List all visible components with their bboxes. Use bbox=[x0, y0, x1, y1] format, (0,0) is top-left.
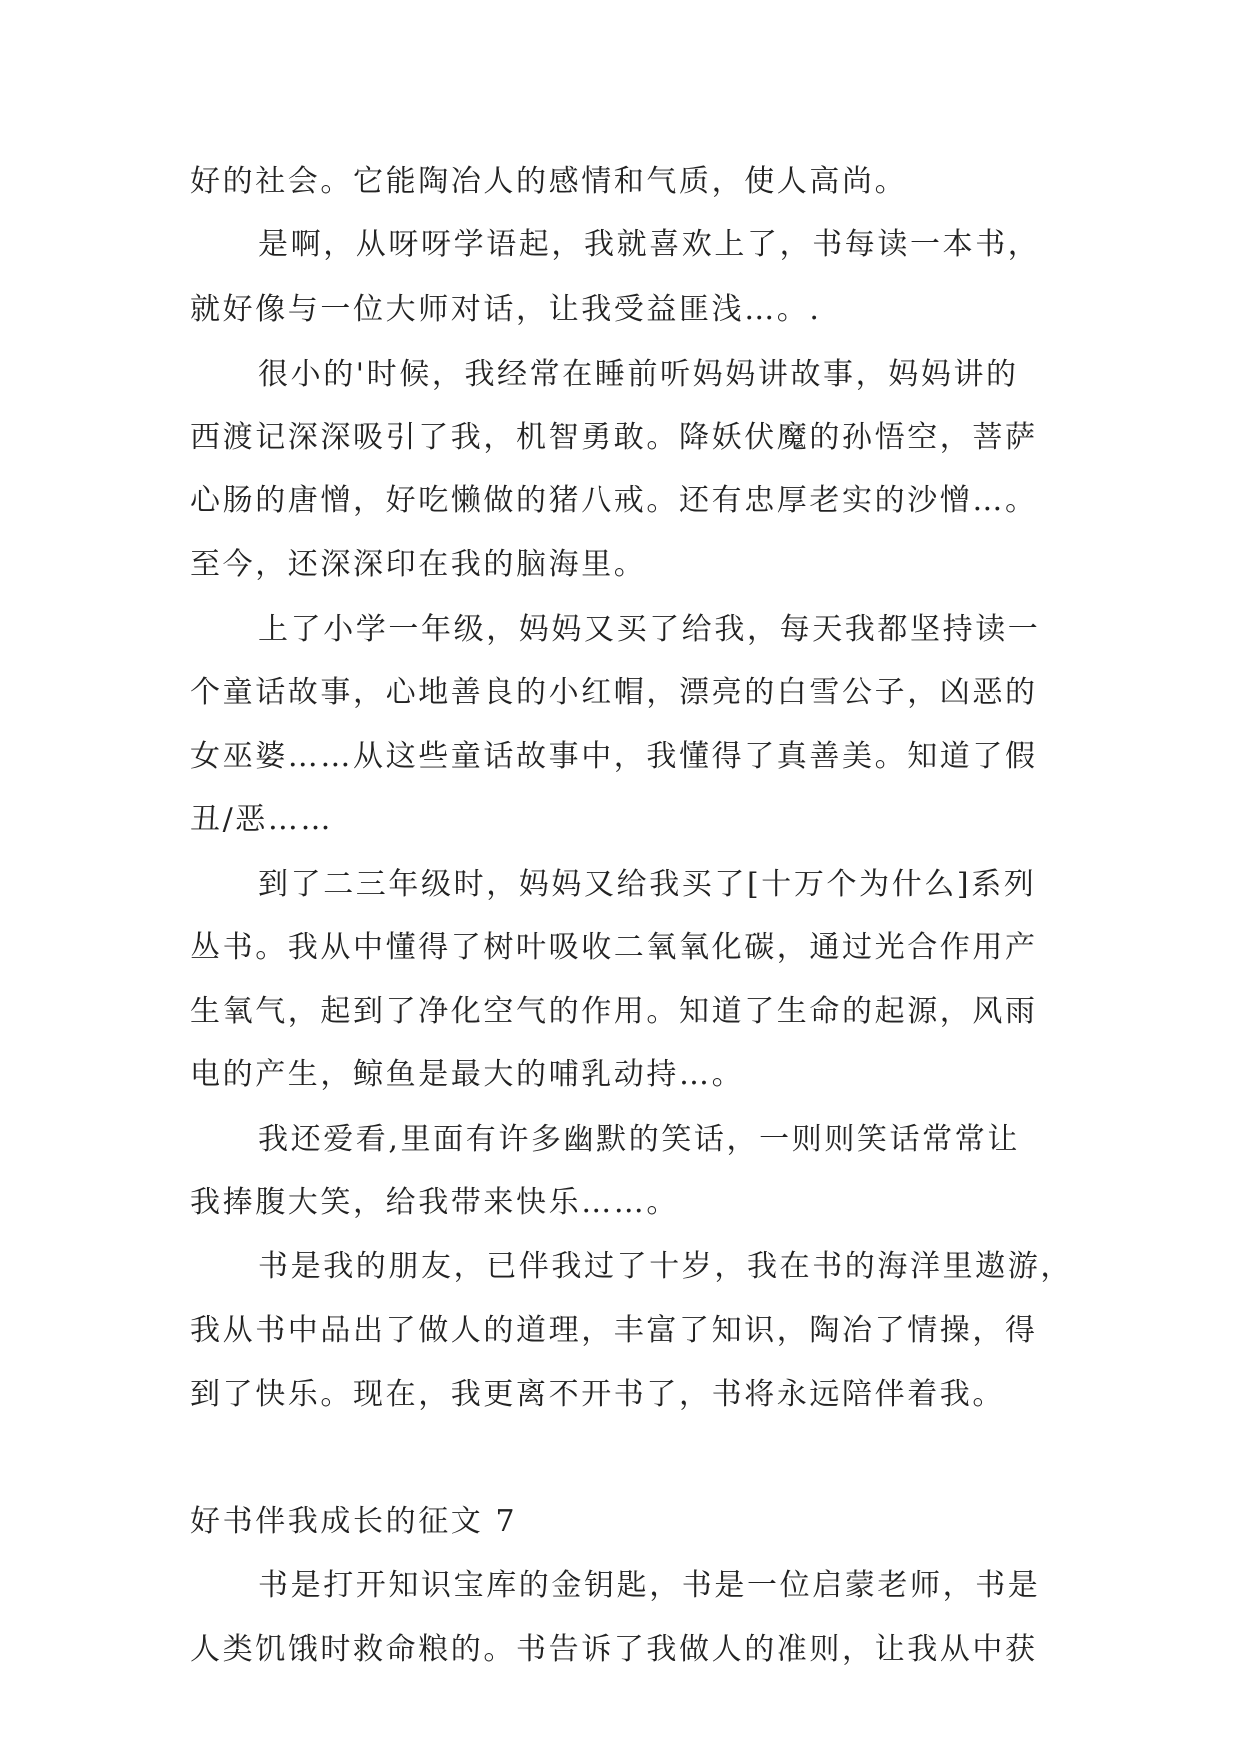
text-line: 心肠的唐憎，好吃懒做的猪八戒。还有忠厚老实的沙憎…。 bbox=[190, 483, 1038, 518]
paragraph-first-line: 书是我的朋友，已伴我过了十岁，我在书的海洋里遨游， bbox=[258, 1249, 1073, 1284]
paragraph-first-line: 书是打开知识宝库的金钥匙，书是一位启蒙老师，书是 bbox=[258, 1568, 1041, 1603]
text-line: 至今，还深深印在我的脑海里。 bbox=[190, 547, 647, 582]
text-line: 丑/恶…… bbox=[190, 802, 334, 837]
text-line: 丛书。我从中懂得了树叶吸收二氧氧化碳，通过光合作用产 bbox=[190, 930, 1038, 965]
text-line: 生氧气，起到了净化空气的作用。知道了生命的起源，风雨 bbox=[190, 994, 1038, 1029]
text-line: 个童话故事，心地善良的小红帽，漂亮的白雪公子，凶恶的 bbox=[190, 675, 1038, 710]
text-line: 女巫婆……从这些童话故事中，我懂得了真善美。知道了假 bbox=[190, 739, 1038, 774]
paragraph-first-line: 到了二三年级时，妈妈又给我买了[十万个为什么]系列 bbox=[258, 867, 1037, 902]
text-line: 西渡记深深吸引了我，机智勇敢。降妖伏魔的孙悟空，菩萨 bbox=[190, 420, 1038, 455]
text-line: 我捧腹大笑，给我带来快乐……。 bbox=[190, 1185, 679, 1220]
text-line: 人类饥饿时救命粮的。书告诉了我做人的准则，让我从中获 bbox=[190, 1632, 1038, 1667]
paragraph-first-line: 上了小学一年级，妈妈又买了给我，每天我都坚持读一 bbox=[258, 612, 1041, 647]
paragraph-first-line: 我还爱看,里面有许多幽默的笑话，一则则笑话常常让 bbox=[258, 1122, 1020, 1157]
text-line: 我从书中品出了做人的道理，丰富了知识，陶冶了情操，得 bbox=[190, 1313, 1038, 1348]
text-line: 好的社会。它能陶冶人的感情和气质，使人高尚。 bbox=[190, 164, 908, 199]
text-line: 就好像与一位大师对话，让我受益匪浅…。. bbox=[190, 292, 822, 327]
paragraph-first-line: 是啊，从呀呀学语起，我就喜欢上了，书每读一本书， bbox=[258, 227, 1041, 262]
text-line: 到了快乐。现在，我更离不开书了，书将永远陪伴着我。 bbox=[190, 1377, 1005, 1412]
paragraph-first-line: 很小的'时候，我经常在睡前听妈妈讲故事，妈妈讲的 bbox=[258, 357, 1019, 392]
section-heading: 好书伴我成长的征文 7 bbox=[190, 1504, 518, 1539]
text-line: 电的产生，鲸鱼是最大的哺乳动持…。 bbox=[190, 1057, 745, 1092]
